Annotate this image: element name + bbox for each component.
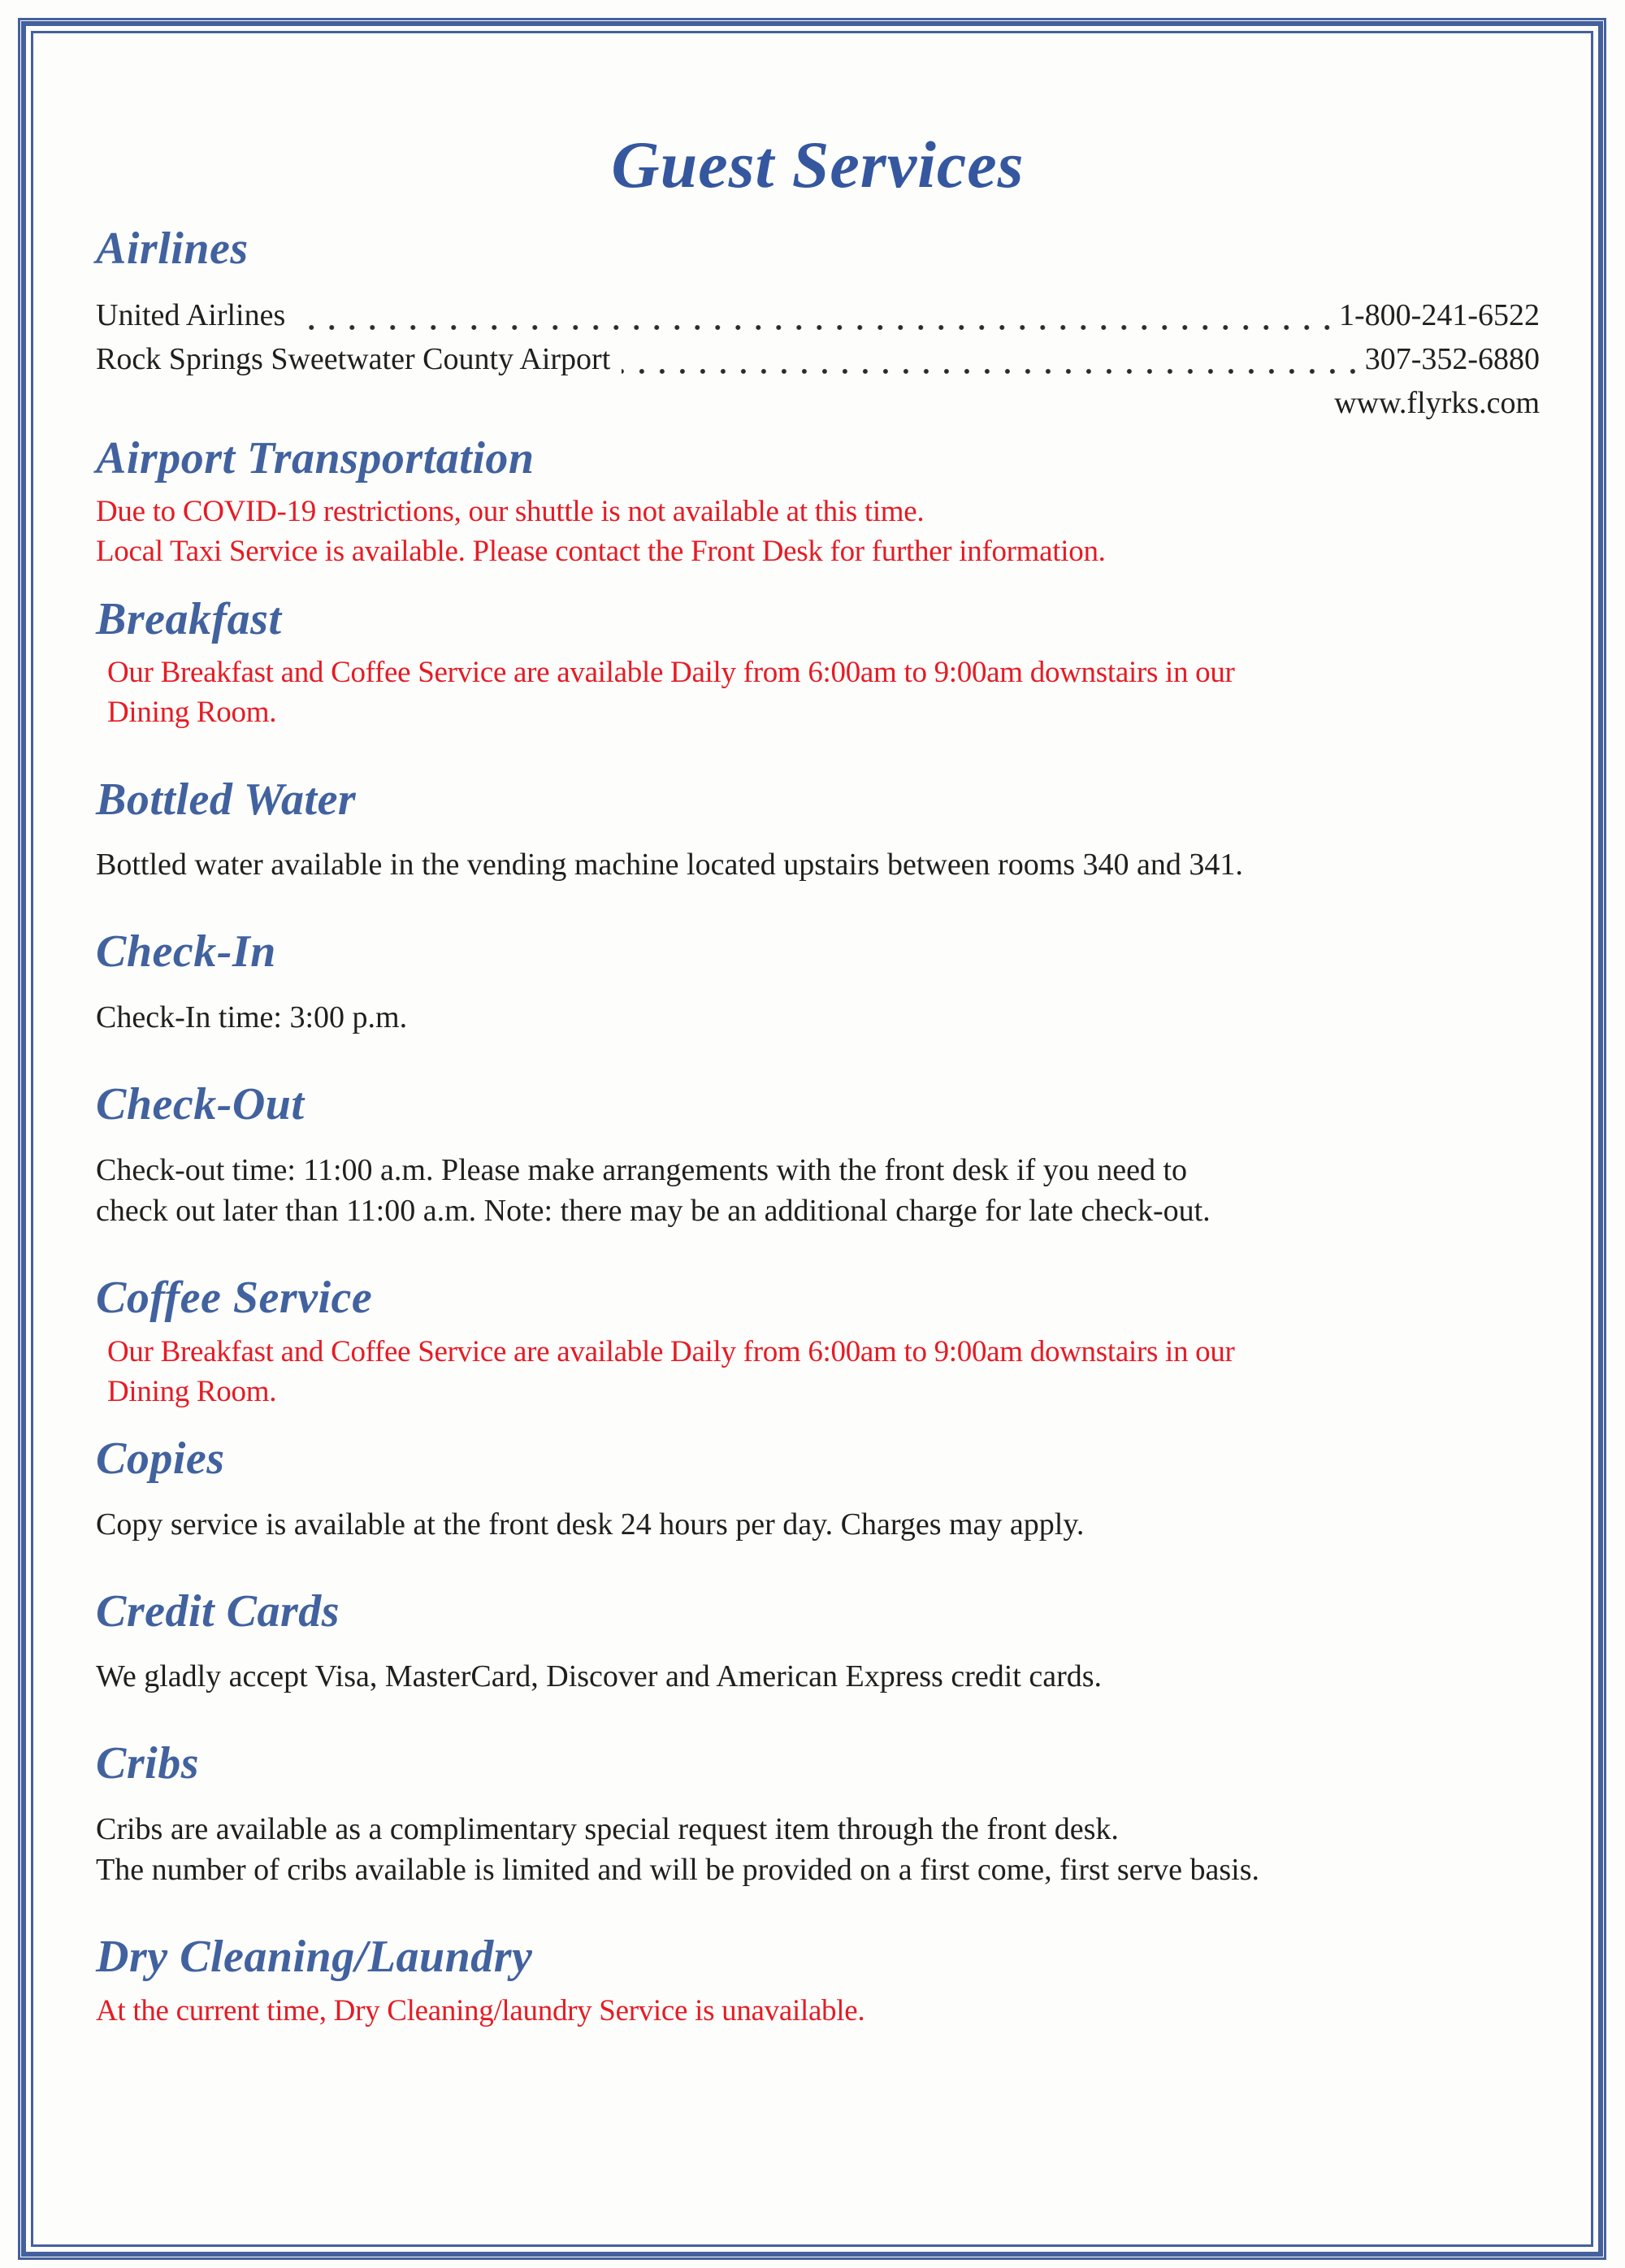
- section-copies: [96, 1434, 1540, 1545]
- section-dry-cleaning-laundry: [96, 1932, 1540, 2031]
- section-heading-cribs: Cribs: [96, 1738, 199, 1789]
- section-breakfast: [96, 595, 1540, 733]
- dot-leader: [297, 323, 1337, 332]
- section-airlines: [96, 224, 1540, 425]
- section-heading-credit-cards: Credit Cards: [96, 1585, 340, 1637]
- section-check-in: [96, 927, 1540, 1038]
- section-check-out: [96, 1080, 1540, 1231]
- body-line: The number of cribs available is limited and will be provided on a first come, first serve basis.: [96, 1853, 1259, 1888]
- body-line: check out later than 11:00 a.m. Note: there may be an additional charge for late check-out.: [96, 1193, 1211, 1228]
- directory-row-united-airlines: [96, 294, 1540, 338]
- page-title: Guest Services: [611, 128, 1025, 202]
- notice-line: At the current time, Dry Cleaning/laundry Service is unavailable.: [96, 1993, 865, 2027]
- body-line: Cribs are available as a complimentary special request item through the front desk.: [96, 1812, 1119, 1847]
- section-heading-copies: Copies: [96, 1433, 225, 1484]
- body-line: Check-In time: 3:00 p.m.: [96, 1000, 408, 1034]
- section-heading-check-out: Check-Out: [96, 1079, 305, 1130]
- notice-line: Dining Room.: [107, 1374, 277, 1408]
- body-line: Bottled water available in the vending machine located upstairs between rooms 340 and 341.: [96, 848, 1243, 882]
- directory-label: United Airlines: [96, 297, 286, 332]
- notice-line: Local Taxi Service is available. Please contact the Front Desk for further information.: [96, 535, 1106, 569]
- airport-website-url: www.flyrks.com: [1334, 385, 1540, 420]
- section-bottled-water: [96, 775, 1540, 886]
- notice-line: Dining Room.: [107, 696, 277, 730]
- section-coffee-service: [96, 1273, 1540, 1412]
- directory-phone-number: 1-800-241-6522: [1339, 297, 1540, 332]
- section-heading-breakfast: Breakfast: [96, 593, 282, 644]
- body-line: We gladly accept Visa, MasterCard, Discover and American Express credit cards.: [96, 1659, 1103, 1694]
- airlines-directory: [96, 294, 1540, 426]
- body-line: Copy service is available at the front desk 24 hours per day. Charges may apply.: [96, 1507, 1085, 1542]
- section-heading-dry-cleaning-laundry: Dry Cleaning/Laundry: [96, 1932, 533, 1983]
- directory-phone-number: 307-352-6880: [1364, 341, 1540, 376]
- section-heading-coffee-service: Coffee Service: [96, 1272, 373, 1323]
- body-line: Check-out time: 11:00 a.m. Please make arrangements with the front desk if you need to: [96, 1152, 1188, 1187]
- directory-row-rock-springs-airport: [96, 338, 1540, 382]
- notice-line: Our Breakfast and Coffee Service are available Daily from 6:00am to 9:00am downstairs in our: [107, 1334, 1235, 1368]
- dot-leader: [622, 367, 1363, 375]
- directory-label: Rock Springs Sweetwater County Airport: [96, 341, 611, 376]
- section-cribs: [96, 1739, 1540, 1890]
- notice-line: Our Breakfast and Coffee Service are available Daily from 6:00am to 9:00am downstairs in our: [107, 656, 1235, 690]
- section-heading-airport-transportation: Airport Transportation: [96, 432, 535, 484]
- section-heading-check-in: Check-In: [96, 926, 276, 978]
- section-airport-transportation: [96, 434, 1540, 572]
- notice-line: Due to COVID-19 restrictions, our shuttle is not available at this time.: [96, 495, 925, 529]
- section-credit-cards: [96, 1587, 1540, 1698]
- section-heading-airlines: Airlines: [96, 223, 249, 275]
- section-heading-bottled-water: Bottled Water: [96, 774, 357, 825]
